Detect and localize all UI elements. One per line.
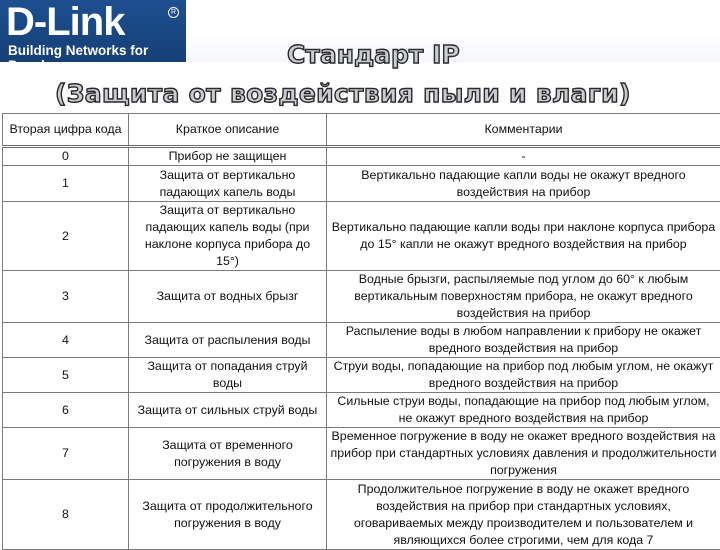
code-cell: 8 <box>3 480 129 550</box>
table-row <box>3 393 720 428</box>
table-row <box>3 202 720 271</box>
table-row <box>3 323 720 358</box>
description-cell: Защита от продолжительного погружения в воду <box>129 480 327 550</box>
code-cell: 4 <box>3 323 129 358</box>
comment-cell: Вертикально падающие капли воды не окажут вредного воздействия на прибор <box>327 166 720 202</box>
description-cell: Прибор не защищен <box>129 147 327 166</box>
description-cell: Защита от сильных струй воды <box>129 393 327 428</box>
table-row <box>3 166 720 202</box>
comment-cell: Водные брызги, распыляемые под углом до 60° к любым вертикальным поверхностям прибора, не окажут вредного воздействия на прибор <box>327 271 720 323</box>
column-header-comments: Комментарии <box>327 114 720 147</box>
dlink-logo <box>0 0 186 62</box>
comment-cell: Вертикально падающие капли воды при наклоне корпуса прибора до 15° капли не окажут вредного воздействия на прибор <box>327 202 720 271</box>
table-row <box>3 147 720 166</box>
code-cell: 5 <box>3 358 129 393</box>
code-cell: 6 <box>3 393 129 428</box>
table-row <box>3 358 720 393</box>
code-cell: 1 <box>3 166 129 202</box>
registered-mark-icon: R <box>168 7 179 18</box>
code-cell: 3 <box>3 271 129 323</box>
description-cell: Защита от временного погружения в воду <box>129 428 327 480</box>
description-cell: Защита от водных брызг <box>129 271 327 323</box>
code-cell: 7 <box>3 428 129 480</box>
description-cell: Защита от вертикально падающих капель воды (при наклоне корпуса прибора до 15°) <box>129 202 327 271</box>
logo-tagline: Building Networks for People <box>8 43 186 73</box>
comment-cell: Временное погружение в воду не окажет вредного воздействия на прибор при стандартных условиях давления и продолжительности погружения <box>327 428 720 480</box>
description-cell: Защита от распыления воды <box>129 323 327 358</box>
comment-cell: Струи воды, попадающие на прибор под любым углом, не окажут вредного воздействия на прибор <box>327 358 720 393</box>
page-title: Стандарт IP <box>287 40 460 69</box>
description-cell: Защита от вертикально падающих капель воды <box>129 166 327 202</box>
page-subtitle: (Защита от воздействия пыли и влаги) <box>55 79 631 108</box>
column-header-description: Краткое описание <box>129 114 327 147</box>
table-header-row <box>3 114 720 147</box>
comment-cell: Продолжительное погружение в воду не окажет вредного воздействия на прибор при стандартных условиях, оговариваемых между производителем и пользователем и являющихся более строгими, чем для кода 7 <box>327 480 720 550</box>
table-row <box>3 428 720 480</box>
comment-cell: - <box>327 147 720 166</box>
comment-cell: Сильные струи воды, попадающие на прибор под любым углом, не окажут вредного воздействия на прибор <box>327 393 720 428</box>
code-cell: 0 <box>3 147 129 166</box>
description-cell: Защита от попадания струй воды <box>129 358 327 393</box>
column-header-code: Вторая цифра кода <box>3 114 129 147</box>
table-row <box>3 271 720 323</box>
code-cell: 2 <box>3 202 129 271</box>
logo-word: D-Link <box>6 0 124 45</box>
table-row <box>3 480 720 550</box>
comment-cell: Распыление воды в любом направлении к прибору не окажет вредного воздействия на прибор <box>327 323 720 358</box>
ip-code-table <box>2 113 720 550</box>
